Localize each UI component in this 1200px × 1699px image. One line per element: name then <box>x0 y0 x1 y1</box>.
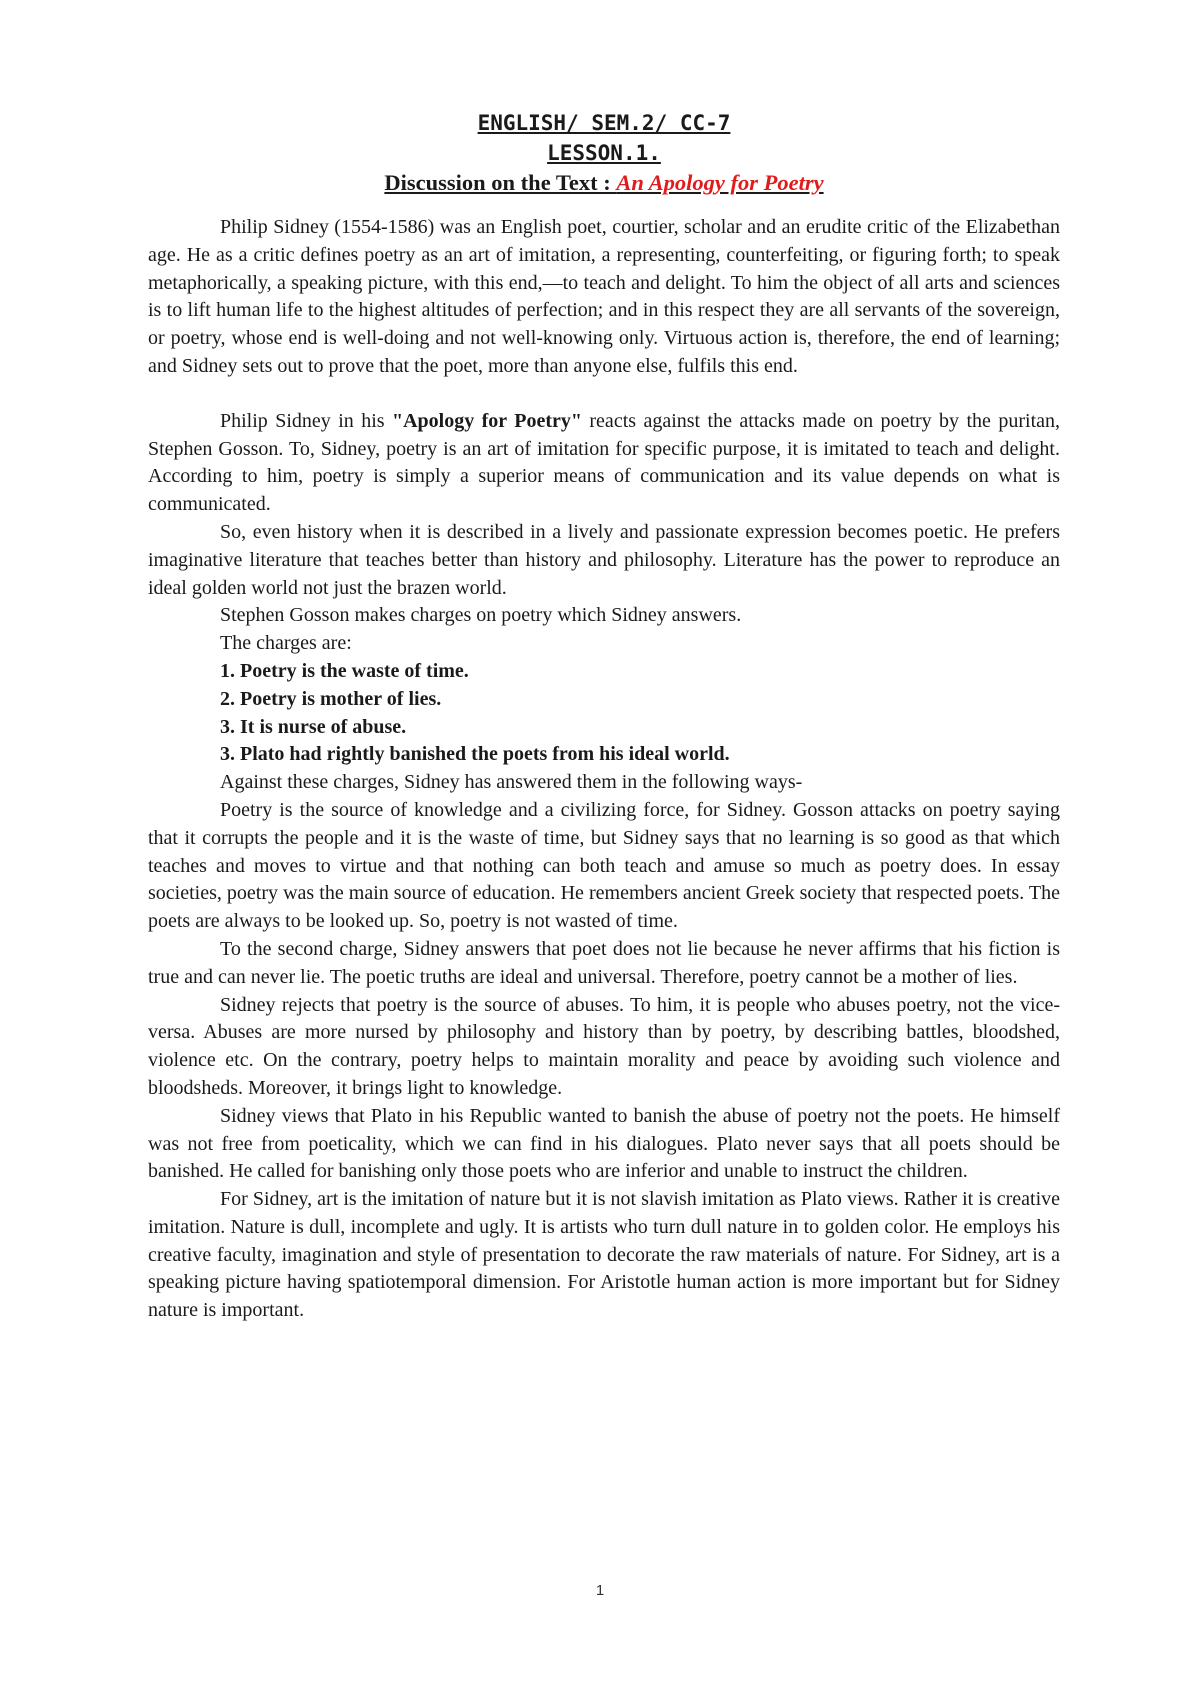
paragraph-imitation: For Sidney, art is the imitation of nature but it is not slavish imitation as Plato views. Rather it is creative imitation. Nature is dull, incomplete and ugly. It is artists who turn dull nature in to golden color. He employs his creative faculty, imagination and style of presentation to decorate the raw materials of nature. For Sidney, art is a speaking picture having spatiotemporal dimension. For Aristotle human action is more important but for Sidney nature is important. <box>148 1188 1060 1322</box>
paragraph-apology-bold: "Apology for Poetry" <box>391 409 582 432</box>
document-page <box>148 108 1060 1325</box>
course-header: ENGLISH/ SEM.2/ CC-7 <box>477 111 731 135</box>
paragraph-answers-intro: Against these charges, Sidney has answered them in the following ways- <box>220 771 803 794</box>
page-title <box>148 168 1060 198</box>
title-prefix: Discussion on the Text : <box>384 170 617 195</box>
paragraph-answer-3: Sidney rejects that poetry is the source of abuses. To him, it is people who abuses poetry, not the vice- versa. Abuses are more nursed by philosophy and history than by poetry, by describing battles, bloodshed, violence etc. On the contrary, poetry helps to maintain morality and peace by avoiding such violence and bloodsheds. Moreover, it brings light to knowledge. <box>148 993 1060 1099</box>
paragraph-history: So, even history when it is described in a lively and passionate expression becomes poetic. He prefers imaginative literature that teaches better than history and philosophy. Literature has the power to reproduce an ideal golden world not just the brazen world. <box>148 520 1060 599</box>
lesson-header: LESSON.1. <box>547 141 661 165</box>
paragraph-apology <box>148 408 1060 519</box>
charge-item: 2. Poetry is mother of lies. <box>220 687 442 710</box>
paragraph-charges-intro: The charges are: <box>220 632 352 655</box>
charge-item: 1. Poetry is the waste of time. <box>220 659 469 682</box>
paragraph-answer-2: To the second charge, Sidney answers that poet does not lie because he never affirms that his fiction is true and can never lie. The poetic truths are ideal and universal. Therefore, poetry cannot be a mother of lies. <box>148 937 1060 988</box>
document-body <box>148 214 1060 1325</box>
paragraph-gosson: Stephen Gosson makes charges on poetry which Sidney answers. <box>220 604 742 627</box>
paragraph-apology-b: reacts against the attacks made on poetry by the puritan, Stephen Gosson. To, Sidney, poetry is an art of imitation for specific purpose, it is imitated to teach and delight. According to him, poetry is simply a superior means of communication and its value depends on what is communicated. <box>148 409 1060 516</box>
text-title: An Apology for Poetry <box>616 170 824 195</box>
charge-item: 3. It is nurse of abuse. <box>220 715 407 738</box>
paragraph-apology-a: Philip Sidney in his <box>220 409 392 432</box>
paragraph-answer-1: Poetry is the source of knowledge and a civilizing force, for Sidney. Gosson attacks on poetry saying that it corrupts the people and it is the waste of time, but Sidney says that no learning is so good as that which teaches and moves to virtue and that nothing can both teach and amuse so much as poetry does. In essay societies, poetry was the main source of education. He remembers ancient Greek society that respected poets. The poets are always to be looked up. So, poetry is not wasted of time. <box>148 798 1060 933</box>
charge-item: 3. Plato had rightly banished the poets from his ideal world. <box>220 743 730 766</box>
paragraph-answer-4: Sidney views that Plato in his Republic wanted to banish the abuse of poetry not the poets. He himself was not free from poeticality, which we can find in his dialogues. Plato never says that all poets should be banished. He called for banishing only those poets who are inferior and unable to instruct the children. <box>148 1104 1060 1183</box>
paragraph-intro: Philip Sidney (1554-1586) was an English poet, courtier, scholar and an erudite critic of the Elizabethan age. He as a critic defines poetry as an art of imitation, a representing, counterfeiting, or figuring forth; to speak metaphorically, a speaking picture, with this end,—to teach and delight. To him the object of all arts and sciences is to lift human life to the highest altitudes of perfection; and in this respect they are all servants of the sovereign, or poetry, whose end is well-doing and not well-knowing only. Virtuous action is, therefore, the end of learning; and Sidney sets out to prove that the poet, more than anyone else, fulfils this end. <box>148 216 1060 377</box>
page-number: 1 <box>595 1582 605 1599</box>
